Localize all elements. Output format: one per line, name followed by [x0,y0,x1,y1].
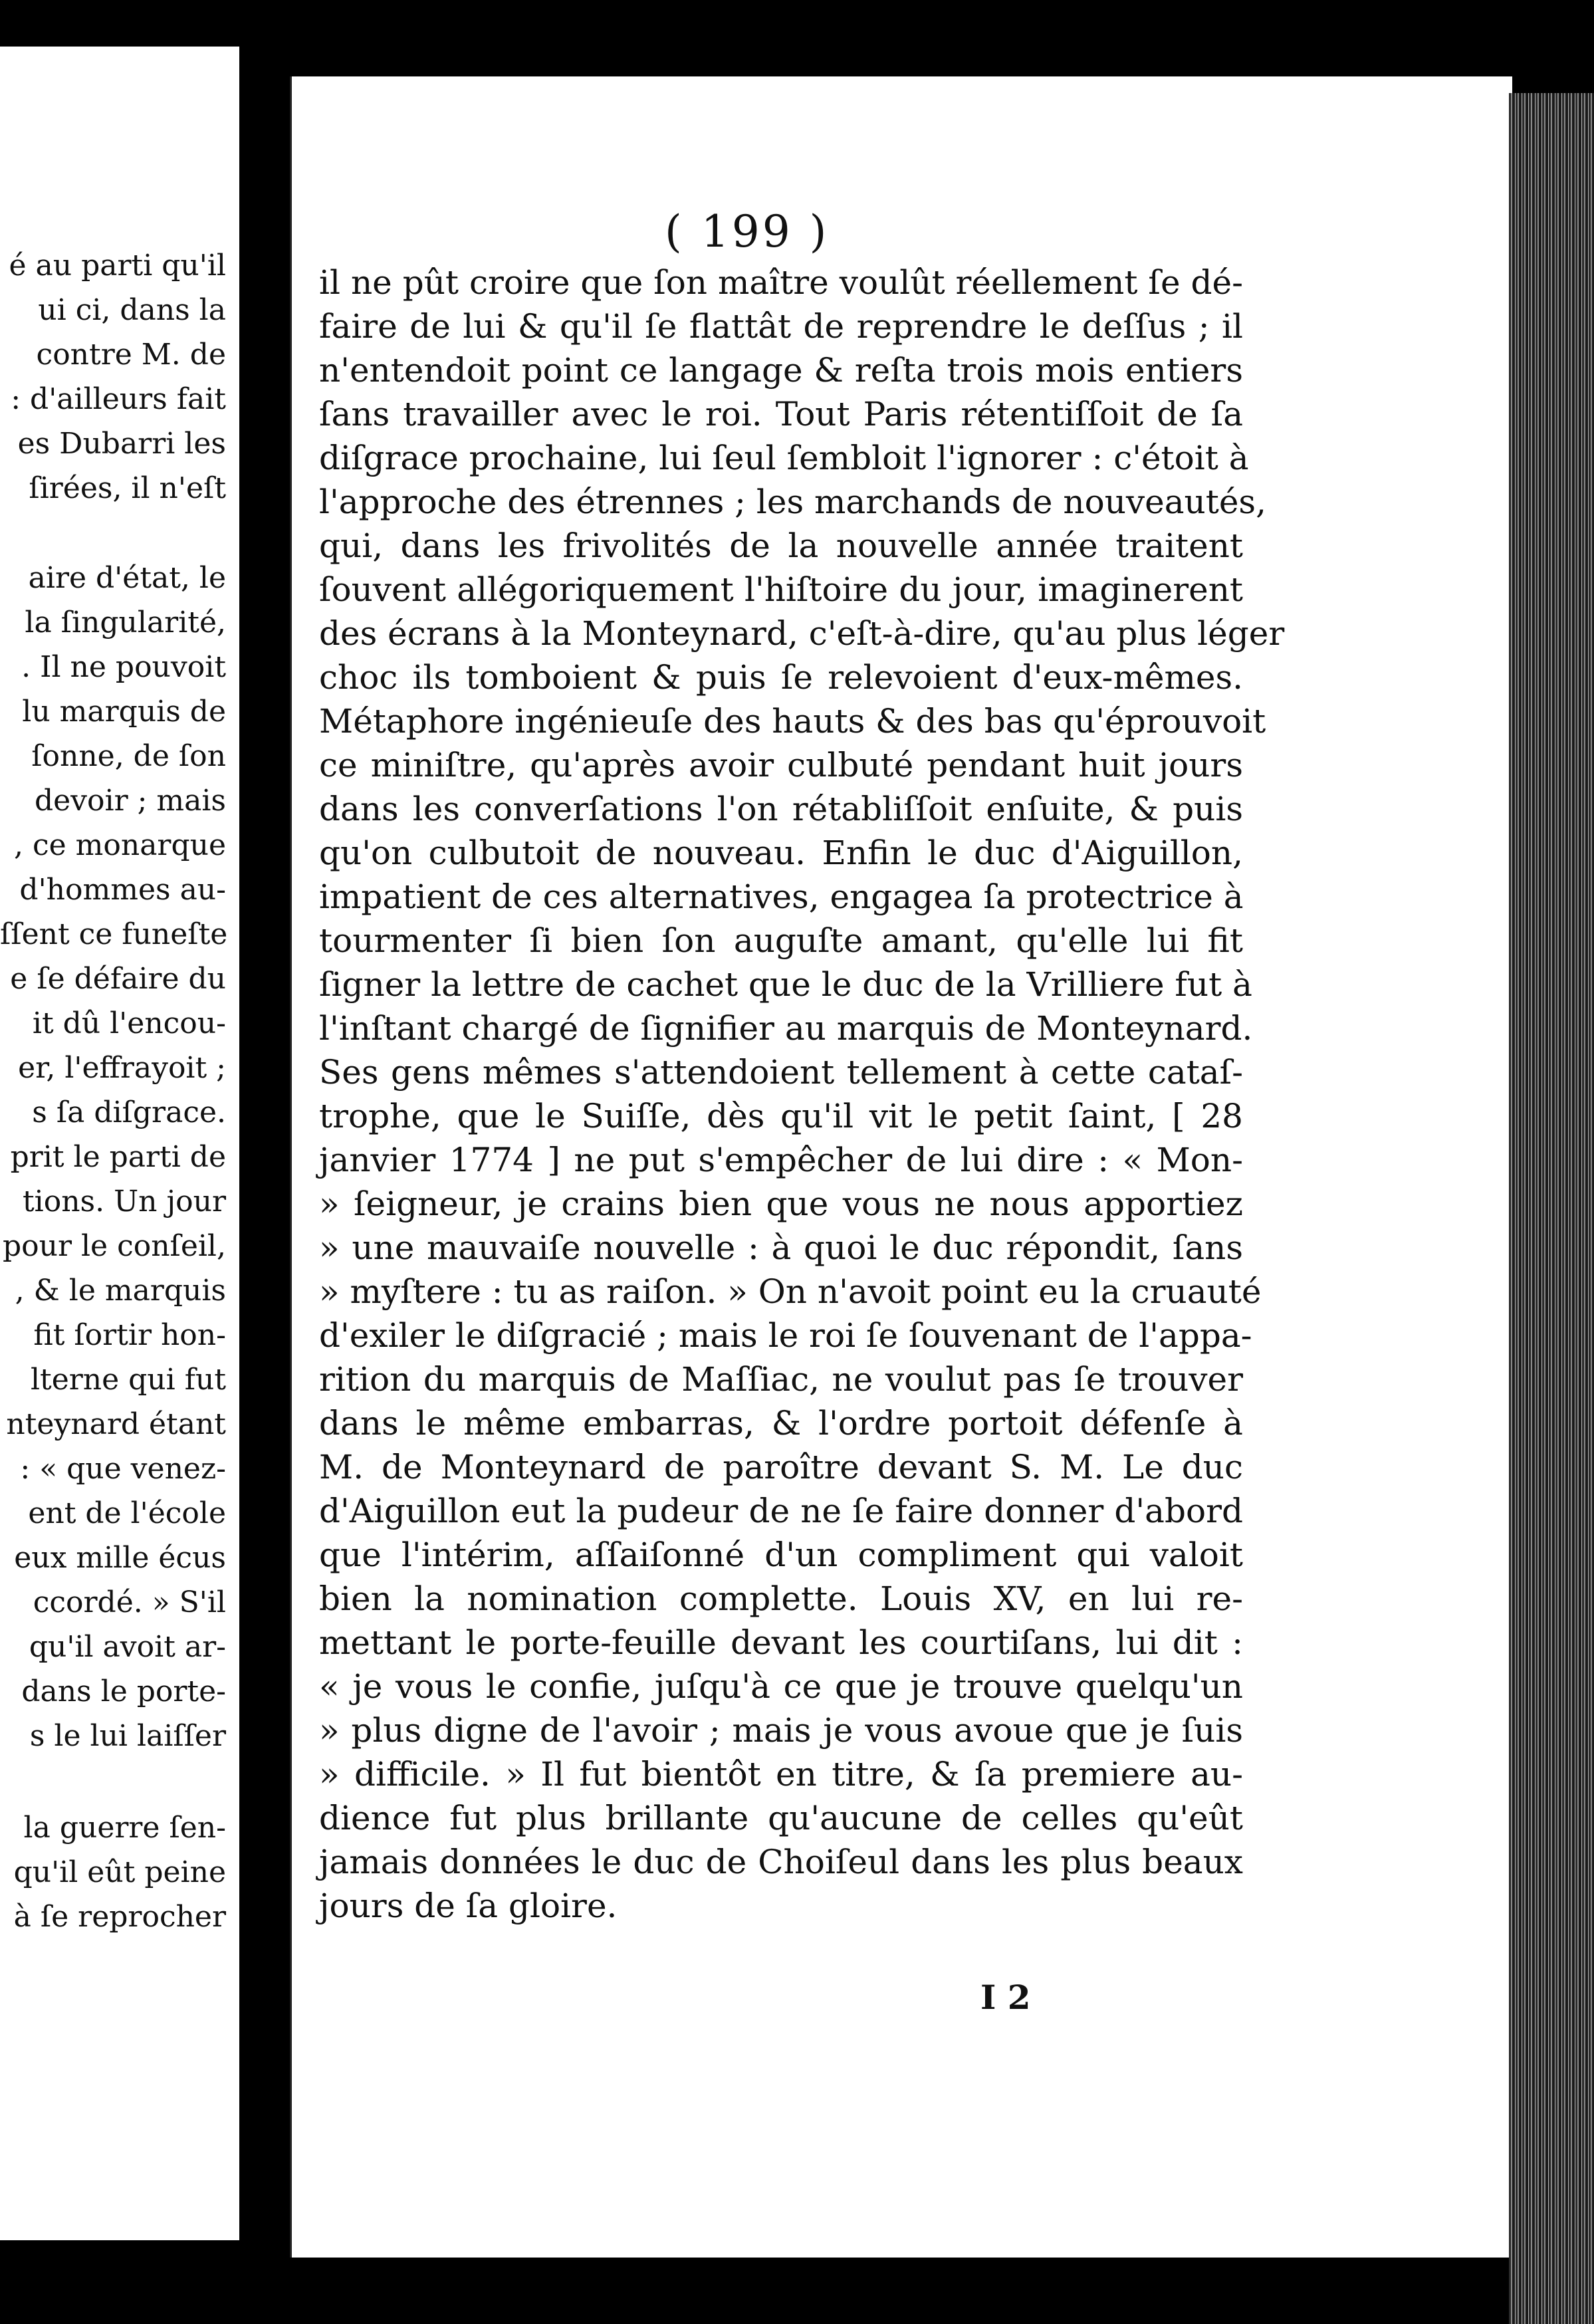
text-line: qu'on culbutoit de nouveau. Enfin le duc d'Aiguillon, [319,834,1243,872]
text-line: trophe, que le Suiſſe, dès qu'il vit le petit ſaint, [ 28 [319,1097,1243,1135]
text-line: qui, dans les frivolités de la nouvelle année traitent [319,526,1243,565]
text-line: d'exiler le diſgracié ; mais le roi ſe ſouvenant de l'appa- [319,1316,1252,1355]
left-line: é au parti qu'il [9,249,226,283]
text-line: » myſtere : tu as raiſon. » On n'avoit point eu la cruauté [319,1272,1262,1311]
left-line: à ſe reprocher [13,1900,226,1934]
left-line: ſſent ce funeſte [0,917,228,951]
signature-mark: I 2 [980,1978,1031,2017]
left-line: , ce monarque [14,828,226,862]
text-line: d'Aiguillon eut la pudeur de ne ſe faire donner d'abord [319,1492,1243,1530]
text-line: dans les converſations l'on rétabliſſoit enſuite, & puis [319,790,1243,828]
text-line: M. de Monteynard de paroître devant S. M. Le duc [319,1448,1243,1486]
text-line: ſigner la lettre de cachet que le duc de la Vrilliere fut à [319,965,1252,1004]
left-line: ſirées, il n'eſt [29,471,226,505]
text-line: » ſeigneur, je crains bien que vous ne nous apportiez [319,1185,1243,1223]
text-line: » une mauvaiſe nouvelle : à quoi le duc répondit, ſans [319,1228,1243,1267]
text-line: impatient de ces alternatives, engagea ſa protectrice à [319,877,1244,916]
text-line: diſgrace prochaine, lui ſeul ſembloit l'ignorer : c'étoit à [319,439,1249,477]
text-line: Ses gens mêmes s'attendoient tellement à cette cataſ- [319,1053,1243,1092]
left-line: , & le marquis [15,1274,226,1308]
page-number-header: ( 199 ) [665,206,830,257]
left-line: devoir ; mais [34,784,226,818]
left-line: ccordé. » S'il [33,1585,226,1619]
left-line: prit le parti de [10,1140,226,1174]
text-line: « je vous le confie, juſqu'à ce que je trouve quelqu'un [319,1667,1243,1706]
page-edges [1509,93,1594,2324]
left-line: e ſe défaire du [10,962,226,996]
left-line: s ſa diſgrace. [32,1096,226,1129]
left-line: aire d'état, le [28,561,226,595]
text-line: bien la nomination complette. Louis XV, en lui re- [319,1579,1243,1618]
left-line: tions. Un jour [22,1185,226,1219]
text-line: il ne pût croire que ſon maître voulût réellement ſe dé- [319,263,1243,302]
left-line: d'hommes au- [19,873,226,907]
left-line: qu'il avoit ar- [29,1630,226,1664]
text-line: tourmenter ſi bien ſon auguſte amant, qu'elle lui fit [319,921,1243,960]
text-line: » difficile. » Il fut bientôt en titre, & ſa premiere au- [319,1755,1243,1794]
left-facing-page [0,47,239,2240]
left-line: qu'il eût peine [13,1855,226,1889]
text-line: l'approche des étrennes ; les marchands de nouveautés, [319,483,1266,521]
left-line: it dû l'encou- [32,1006,226,1040]
text-line: jours de ſa gloire. [319,1887,618,1925]
text-line: choc ils tomboient & puis ſe relevoient d'eux-mêmes. [319,658,1243,697]
left-line: eux mille écus [14,1541,226,1575]
left-line: lterne qui fut [30,1363,226,1397]
left-line: dans le porte- [21,1675,226,1708]
left-line: ui ci, dans la [38,293,226,327]
left-line: pour le conſeil, [2,1229,226,1263]
text-line: l'inſtant chargé de ſignifier au marquis de Monteynard. [319,1009,1253,1048]
left-line: s le lui laiſſer [29,1719,226,1753]
text-line: dience fut plus brillante qu'aucune de celles qu'eût [319,1799,1243,1837]
text-line: ſouvent allégoriquement l'hiſtoire du jour, imaginerent [319,570,1243,609]
text-line: Métaphore ingénieuſe des hauts & des bas qu'éprouvoit [319,702,1266,741]
text-line: faire de lui & qu'il ſe flattât de reprendre le deſſus ; il [319,307,1243,346]
left-line: la ſingularité, [25,606,226,639]
left-line: nteynard étant [6,1407,226,1441]
text-line: des écrans à la Monteynard, c'eſt-à-dire, qu'au plus léger [319,614,1285,653]
left-line: er, l'effrayoit ; [18,1051,226,1085]
text-line: ſans travailler avec le roi. Tout Paris rétentiſſoit de ſa [319,395,1243,433]
left-line: . Il ne pouvoit [21,650,226,684]
text-line: mettant le porte-feuille devant les courtiſans, lui dit : [319,1623,1243,1662]
left-line: ent de l'école [28,1496,226,1530]
text-line: » plus digne de l'avoir ; mais je vous avoue que je ſuis [319,1711,1243,1750]
text-line: n'entendoit point ce langage & reſta trois mois entiers [319,351,1243,390]
text-line: que l'intérim, aſſaiſonné d'un compliment qui valoit [319,1536,1243,1574]
text-line: ce miniſtre, qu'après avoir culbuté pendant huit jours [319,746,1243,784]
left-line: contre M. de [36,338,226,372]
text-line: dans le même embarras, & l'ordre portoit défenſe à [319,1404,1243,1443]
left-line: : « que venez- [20,1452,226,1486]
left-line: fit ſortir hon- [33,1318,226,1352]
text-line: janvier 1774 ] ne put s'empêcher de lui dire : « Mon- [319,1141,1243,1179]
text-line: rition du marquis de Maſſiac, ne voulut pas ſe trouver [319,1360,1243,1399]
left-line: lu marquis de [22,695,226,729]
text-line: jamais données le duc de Choiſeul dans les plus beaux [319,1843,1243,1881]
left-line: es Dubarri les [17,427,226,461]
left-line: la guerre ſen- [23,1811,226,1845]
left-line: ſonne, de ſon [31,739,226,773]
left-line: : d'ailleurs fait [11,382,226,416]
